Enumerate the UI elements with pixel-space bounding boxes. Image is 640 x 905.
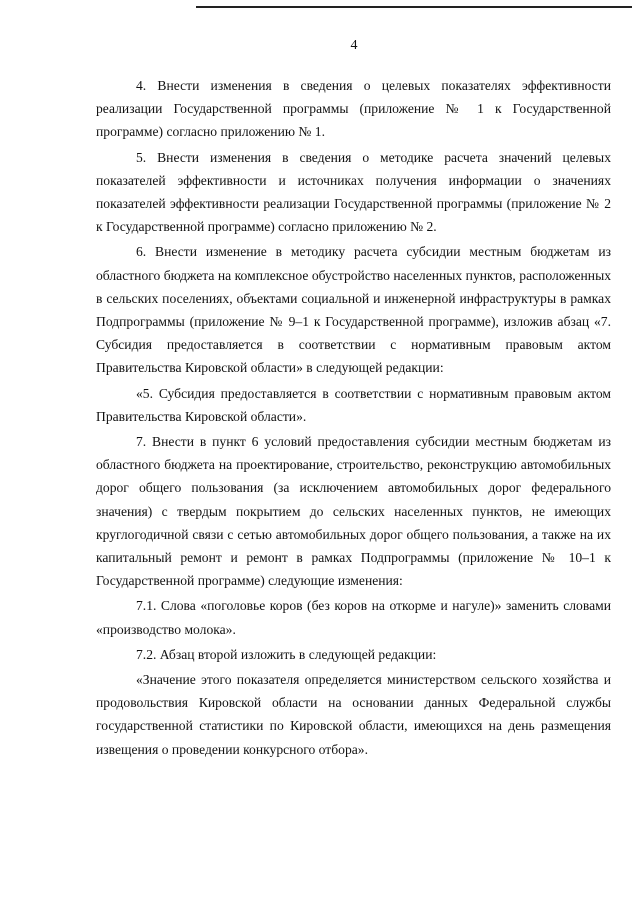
- paragraph-item-7-1: 7.1. Слова «поголовье коров (без коров на откорме и нагуле)» заменить словами «производство молока».: [96, 598, 611, 637]
- paragraph-item-6: 6. Внести изменение в методику расчета субсидии местным бюджетам из областного бюджета на комплексное обустройство населенных пунктов, расположенных в сельских поселениях, объектами социальной и инженерной инфраструктуры в рамках Подпрограммы (приложение № 9–1 к Государственной программе), изложив абзац «7. Субсидия предоставляется в соответствии с нормативным правовым актом Правительства Кировской области» в следующей редакции:: [96, 244, 611, 376]
- header-rule: [196, 6, 632, 8]
- quoted-paragraph: «5. Субсидия предоставляется в соответствии с нормативным правовым актом Правительства Кировской области».: [96, 385, 611, 424]
- quoted-paragraph-final: «Значение этого показателя определяется министерством сельского хозяйства и продовольствия Кировской области на основании данных Федеральной службы государственной статистики по Кировской области, имеющихся на день размещения извещения о проведении конкурсного отбора».: [96, 672, 611, 757]
- paragraph-item-5: 5. Внести изменения в сведения о методике расчета значений целевых показателей эффективности и источниках получения информации о значениях показателей эффективности реализации Государственной программы (приложение № 2 к Государственной программе) согласно приложению № 2.: [96, 149, 611, 235]
- paragraph-item-7: 7. Внести в пункт 6 условий предоставления субсидии местным бюджетам из областного бюджета на проектирование, строительство, реконструкцию автомобильных дорог общего пользования (за исключением автомобильных дорог федерального значения) с твердым покрытием до сельских населенных пунктов, не имеющих круглогодичной связи с сетью автомобильных дорог общего пользования, а также на их капитальный ремонт и ремонт в рамках Подпрограммы (приложение № 10–1 к Государственной программе) следующие изменения:: [96, 434, 611, 589]
- paragraph-item-4: 4. Внести изменения в сведения о целевых показателях эффективности реализации Государственной программы (приложение № 1 к Государственной программе) согласно приложению № 1.: [96, 78, 611, 140]
- page-number: 4: [350, 38, 358, 53]
- paragraph-item-7-2: 7.2. Абзац второй изложить в следующей редакции:: [136, 646, 437, 662]
- document-body: [96, 74, 611, 763]
